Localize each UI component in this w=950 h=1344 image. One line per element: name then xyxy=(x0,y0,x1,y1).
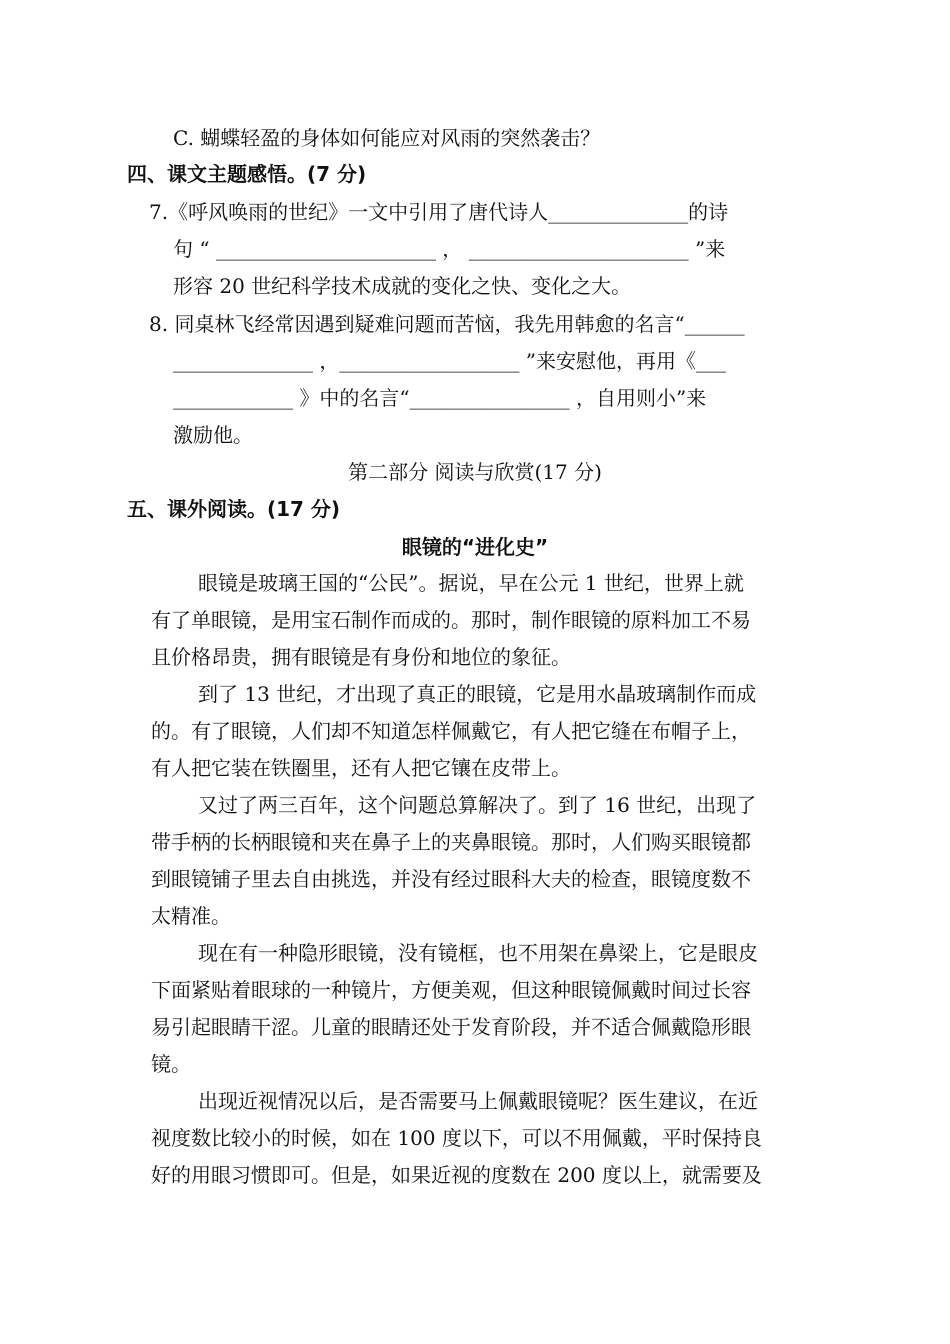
article-line: 易引起眼睛干涩。儿童的眼睛还处于发育阶段，并不适合佩戴隐形眼 xyxy=(151,1015,751,1039)
article-line: 到了 13 世纪，才出现了真正的眼镜，它是用水晶玻璃制作而成 xyxy=(198,682,757,706)
question-7-line-3: 形容 20 世纪科学技术成就的变化之快、变化之大。 xyxy=(173,274,632,298)
article-line: 太精准。 xyxy=(151,904,231,928)
article-line: 带手柄的长柄眼镜和夹在鼻子上的夹鼻眼镜。那时，人们购买眼镜都 xyxy=(151,830,751,854)
option-c: C. 蝴蝶轻盈的身体如何能应对风雨的突然袭击？ xyxy=(173,126,601,150)
section-5-heading: 五、课外阅读。(17 分) xyxy=(127,497,341,521)
article-title: 眼镜的“进化史” xyxy=(401,535,549,559)
article-line: 下面紧贴着眼球的一种镜片，方便美观，但这种眼镜佩戴时间过长容 xyxy=(151,978,751,1002)
article-line: 有人把它装在铁圈里，还有人把它镶在皮带上。 xyxy=(151,756,571,780)
article-line: 的。有了眼镜，人们却不知道怎样佩戴它，有人把它缝在布帽子上， xyxy=(151,719,751,743)
article-line: 好的用眼习惯即可。但是，如果近视的度数在 200 度以上，就需要及 xyxy=(151,1163,762,1187)
article-line: 有了单眼镜，是用宝石制作而成的。那时，制作眼镜的原料加工不易 xyxy=(151,608,751,632)
article-line: 眼镜是玻璃王国的“公民”。据说，早在公元 1 世纪，世界上就 xyxy=(198,571,744,595)
article-line: 且价格昂贵，拥有眼镜是有身份和地位的象征。 xyxy=(151,645,571,669)
section-4-heading: 四、课文主题感悟。(7 分) xyxy=(127,162,367,186)
article-line: 镜。 xyxy=(151,1052,191,1076)
question-8-line-1: 8. 同桌林飞经常因遇到疑难问题而苦恼，我先用韩愈的名言“______ xyxy=(149,312,745,336)
question-8-line-4: 激励他。 xyxy=(173,423,253,447)
article-line: 出现近视情况以后，是否需要马上佩戴眼镜呢？医生建议，在近 xyxy=(198,1089,758,1113)
article-line: 又过了两三百年，这个问题总算解决了。到了 16 世纪，出现了 xyxy=(198,793,757,817)
article-line: 视度数比较小的时候，如在 100 度以下，可以不用佩戴，平时保持良 xyxy=(151,1126,762,1150)
question-7-line-2: 句 “ ______________________ ， ______________________ ”来 xyxy=(173,237,726,261)
article-line: 现在有一种隐形眼镜，没有镜框，也不用架在鼻梁上，它是眼皮 xyxy=(198,941,758,965)
part-2-title: 第二部分 阅读与欣赏(17 分) xyxy=(348,460,602,484)
question-7-line-1: 7.《呼风唤雨的世纪》一文中引用了唐代诗人______________的诗 xyxy=(149,200,729,224)
article-line: 到眼镜铺子里去自由挑选，并没有经过眼科大夫的检查，眼镜度数不 xyxy=(151,867,751,891)
question-8-line-2: ______________ ，__________________ ”来安慰他，再用《___ xyxy=(173,349,726,373)
question-8-line-3: ____________ 》中的名言“________________ ，自用则小”来 xyxy=(173,386,707,410)
